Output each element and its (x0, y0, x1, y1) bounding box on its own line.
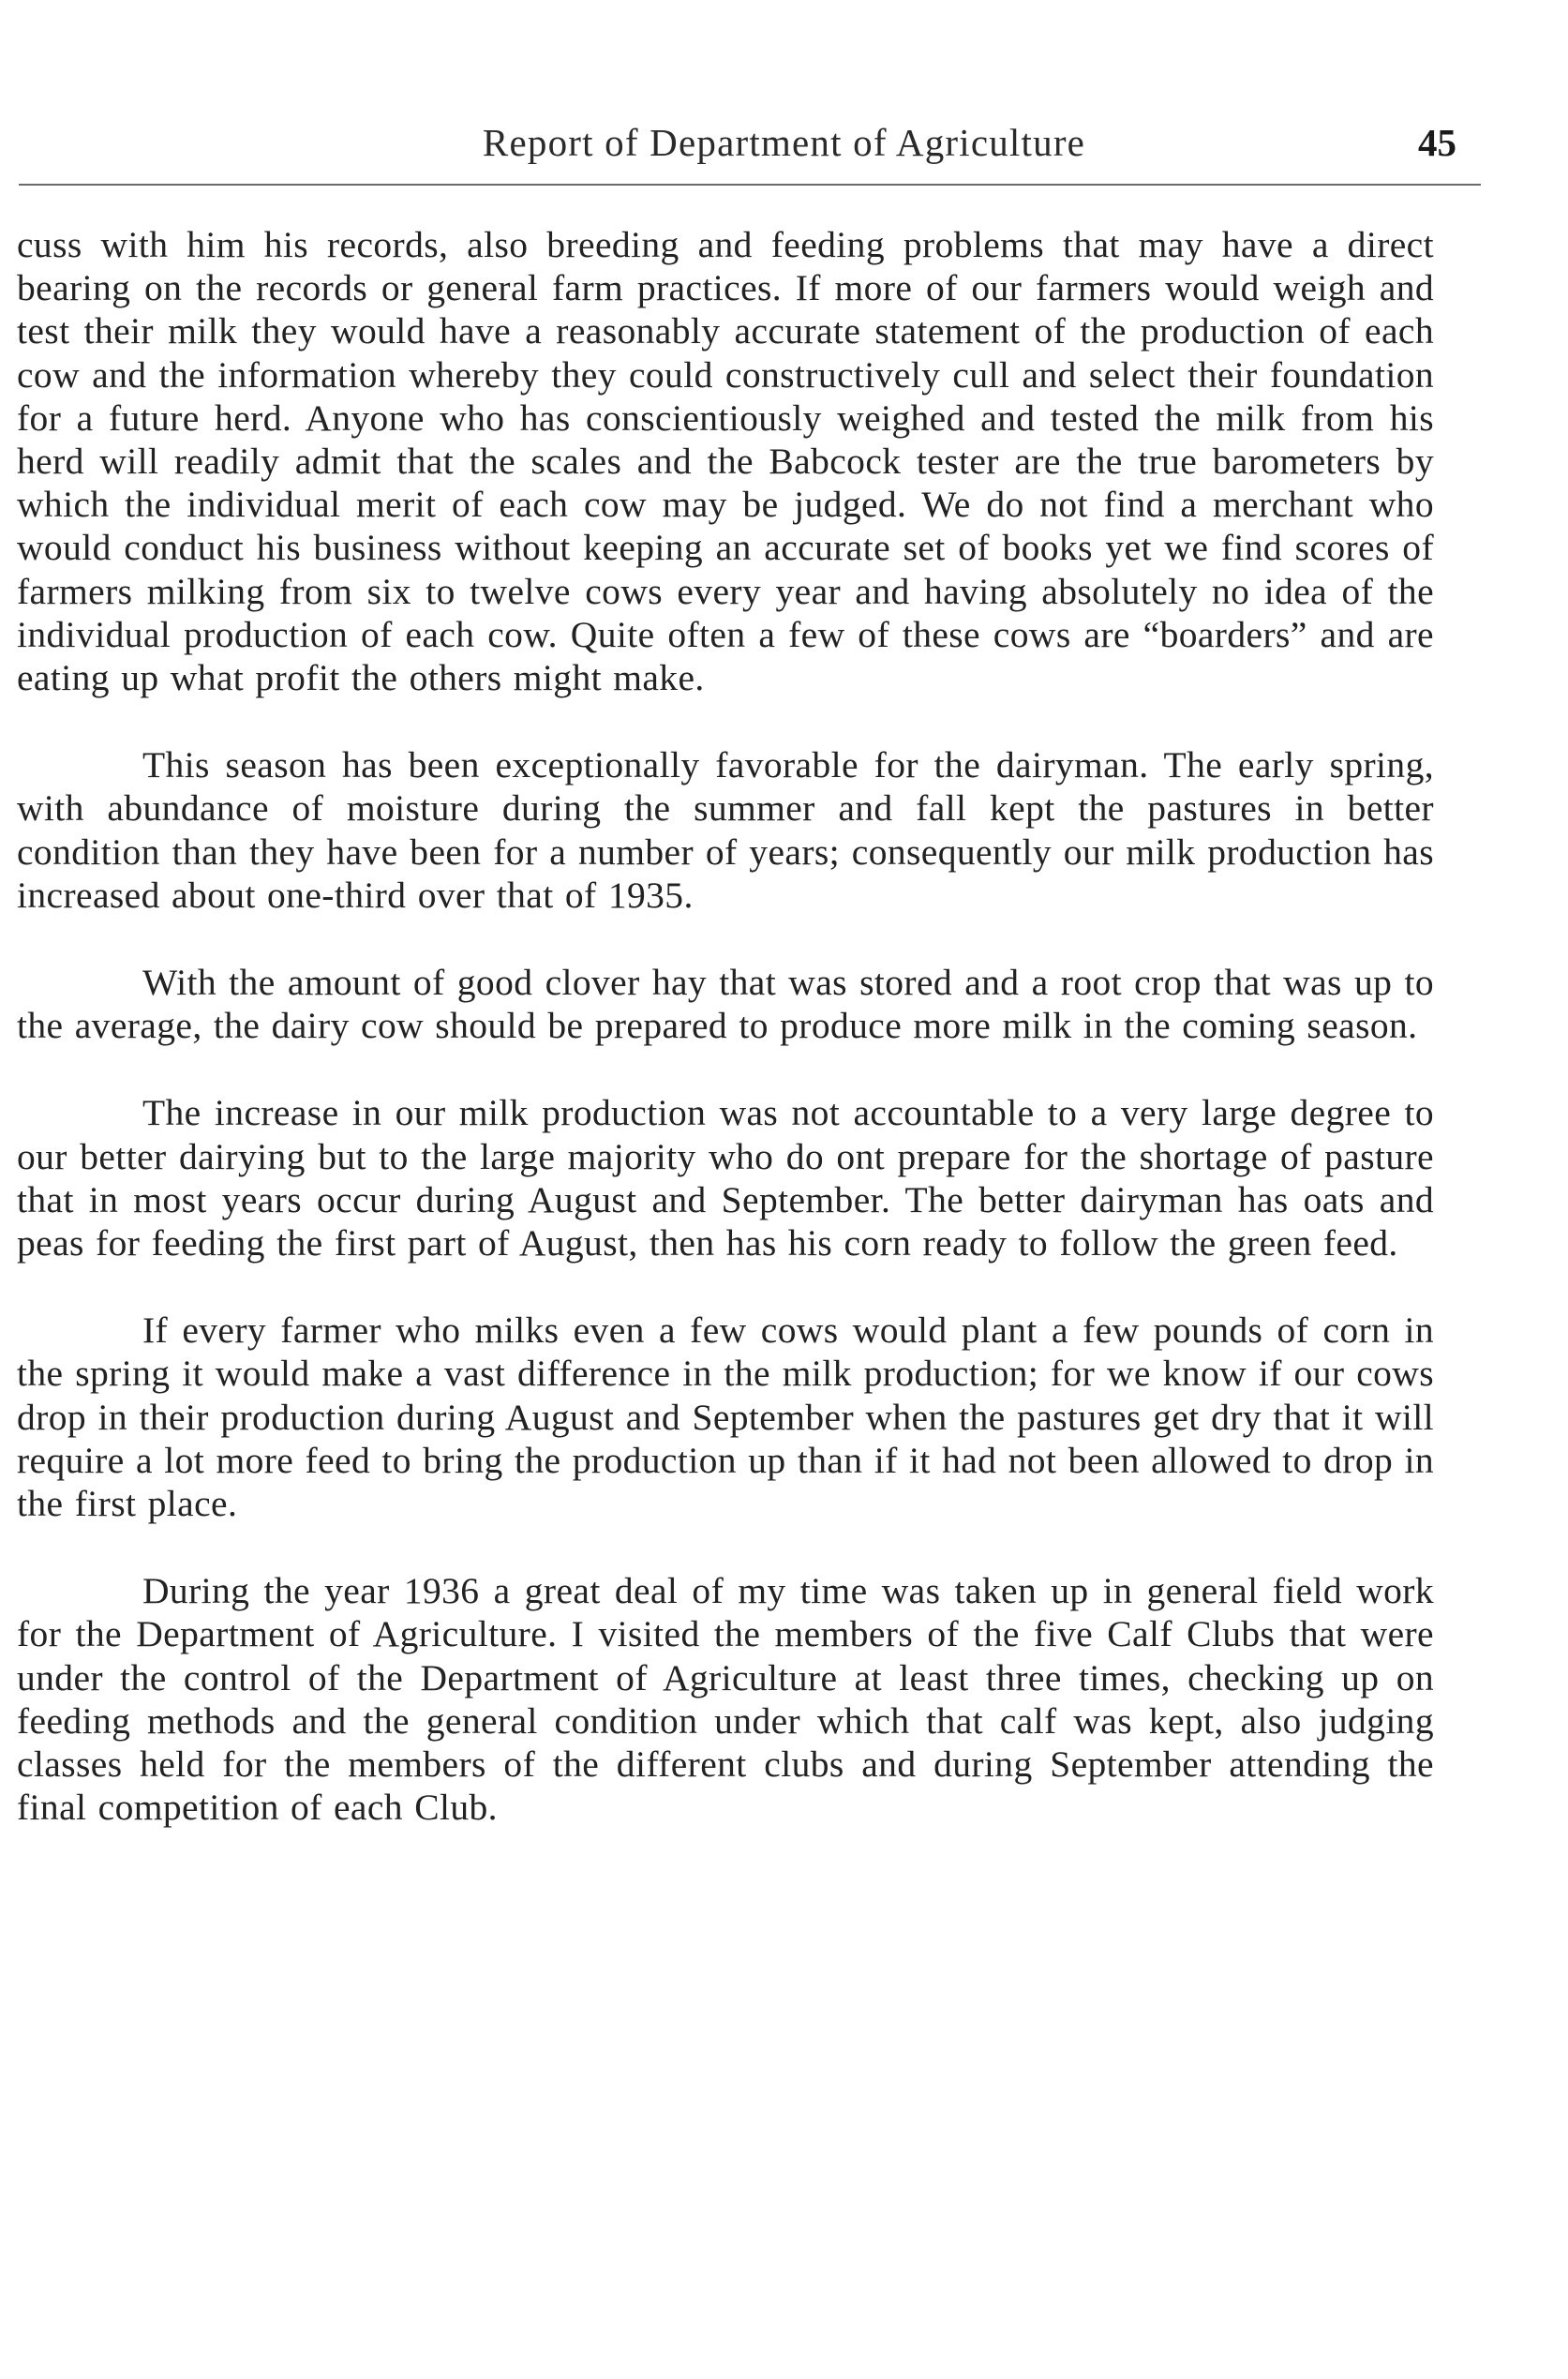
paragraph-1: cuss with him his records, also breeding and feeding problems that may have a direct bearing on the records or general farm practices. If more of our farmers would weigh and test their milk they would have a reasonably accurate statement of the production of each cow and the information whereby they could constructively cull and select their foundation for a future herd. Anyone who has conscientiously weighed and tested the milk from his herd will readily admit that the scales and the Babcock tester are the true barometers by which the individual merit of each cow may be judged. We do not find a merchant who would conduct his business without keeping an accurate set of books yet we find scores of farmers milking from six to twelve cows every year and having absolutely no idea of the individual production of each cow. Quite often a few of these cows are “boarders” and are eating up what profit the others might make. (17, 224, 1434, 699)
paragraph-5: If every farmer who milks even a few cows would plant a few pounds of corn in the spring it would make a vast difference in the milk production; for we know if our cows drop in their production during August and September when the pastures get dry that it will require a lot more feed to bring the production up than if it had not been allowed to drop in the first place. (17, 1309, 1434, 1525)
running-header (0, 120, 1568, 169)
paragraph-4: The increase in our milk production was not accountable to a very large degree to our better dairying but to the large majority who do ont prepare for the shortage of pasture that in most years occur during August and September. The better dairyman has oats and peas for feeding the first part of August, then has his corn ready to follow the green feed. (17, 1092, 1434, 1264)
paragraph-3: With the amount of good clover hay that was stored and a root crop that was up to the average, the dairy cow should be prepared to produce more milk in the coming season. (17, 962, 1434, 1047)
body-text (17, 223, 1434, 1874)
header-rule (19, 184, 1481, 186)
paragraph-6: During the year 1936 a great deal of my time was taken up in general field work for the Department of Agriculture. I visited the members of the five Calf Clubs that were under the control of the Department of Agriculture at least three times, checking up on feeding methods and the general condition under which that calf was kept, also judging classes held for the members of the different clubs and during September attending the final competition of each Club. (17, 1570, 1434, 1829)
running-title: Report of Department of Agriculture (482, 121, 1086, 164)
page-number: 45 (1418, 121, 1456, 164)
paragraph-2: This season has been exceptionally favorable for the dairyman. The early spring, with abundance of moisture during the summer and fall kept the pastures in better condition than they have been for a number of years; consequently our milk production has increased about one-third over that of 1935. (17, 744, 1434, 916)
